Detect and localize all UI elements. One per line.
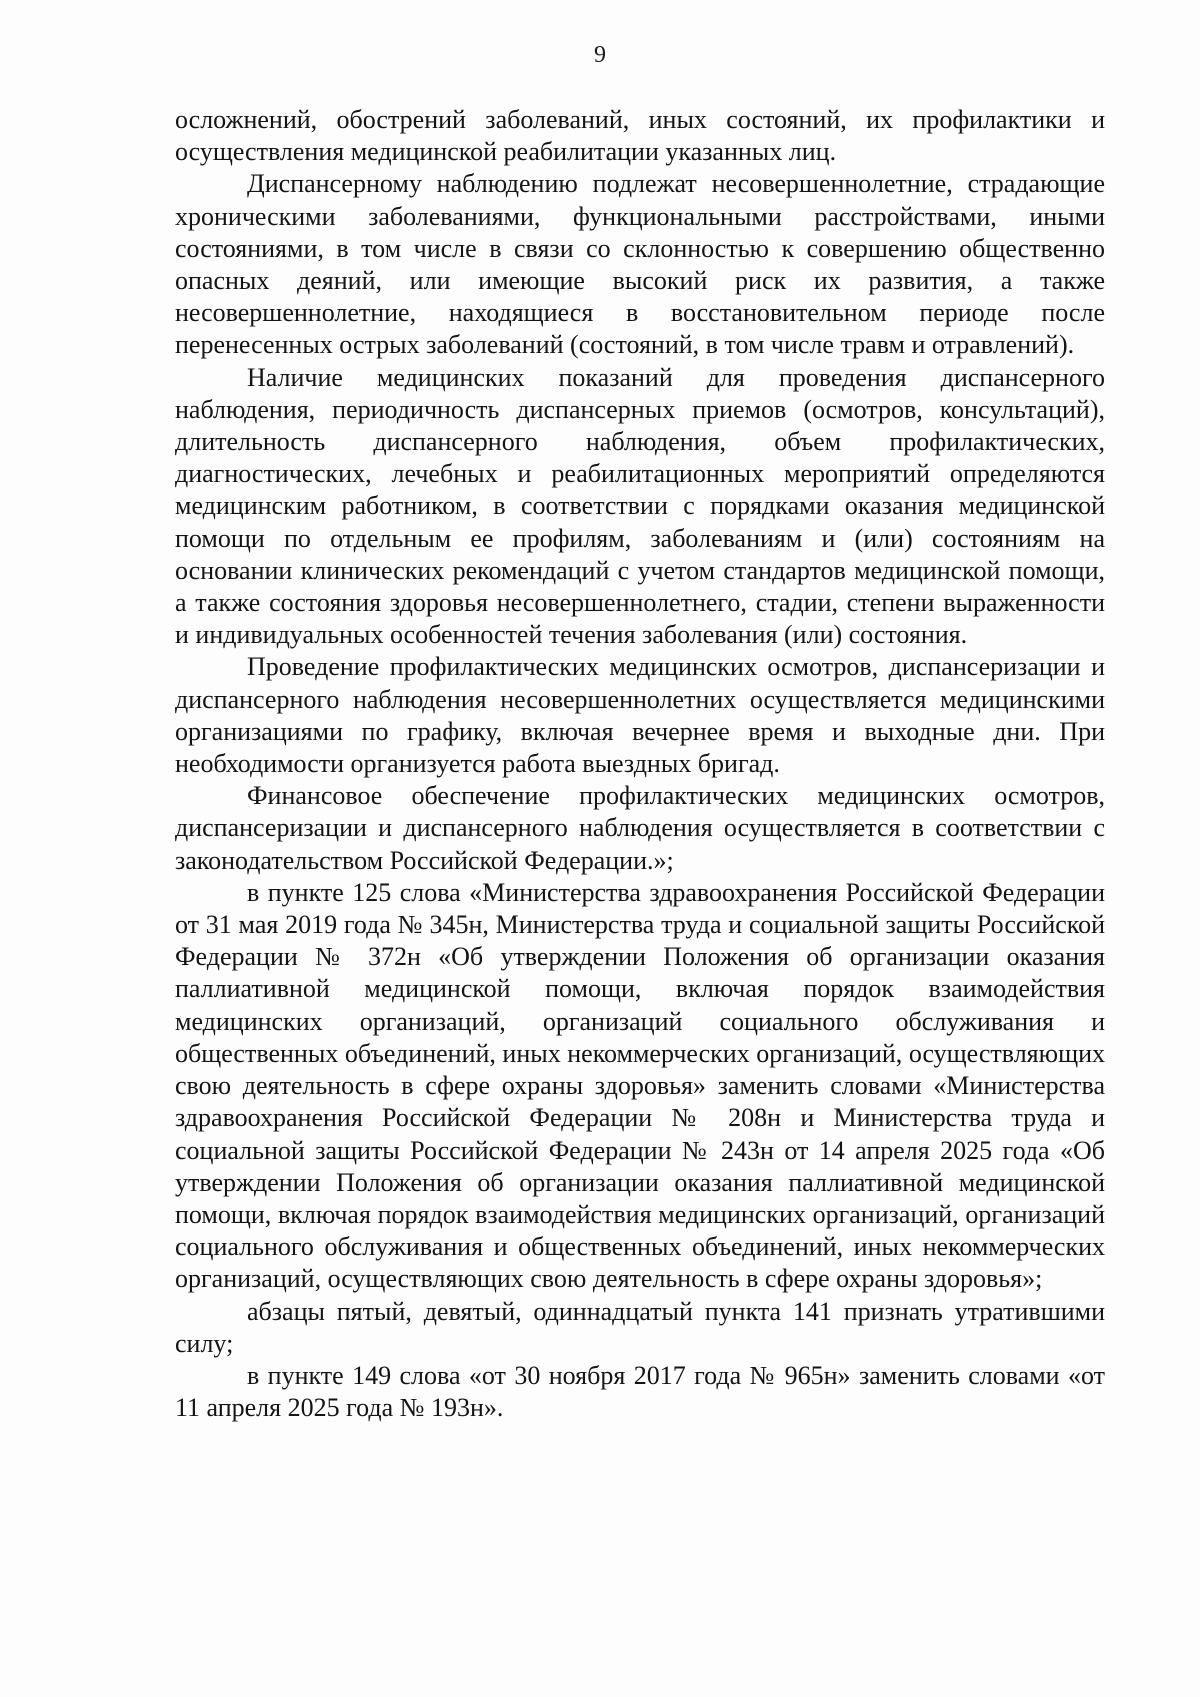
paragraph-schedule: Проведение профилактических медицинских осмотров, диспансеризации и диспансерного наблюдения несовершеннолетних осуществляется медицинскими организациями по графику, включая вечернее время и выходные дни. При необходимости организуется работа выездных бригад. [175, 652, 1105, 779]
paragraph-continuation: осложнений, обострений заболеваний, иных состояний, их профилактики и осуществления медицинской реабилитации указанных лиц. [175, 105, 1105, 167]
document-body [175, 104, 1105, 1424]
paragraph-financing: Финансовое обеспечение профилактических медицинских осмотров, диспансеризации и диспансерного наблюдения осуществляется в соответствии с законодательством Российской Федерации.»; [175, 781, 1105, 875]
paragraph-dispensary-subjects: Диспансерному наблюдению подлежат несовершеннолетние, страдающие хроническими заболеваниями, функциональными расстройствами, иными состояниями, в том числе в связи со склонностью к совершению общественно опасных деяний, или имеющие высокий риск их развития, а также несовершеннолетние, находящиеся в восстановительном периоде после перенесенных острых заболеваний (состояний, в том числе травм и отравлений). [175, 169, 1105, 360]
paragraph-point-125: в пункте 125 слова «Министерства здравоохранения Российской Федерации от 31 мая 2019 года № 345н, Министерства труда и социальной защиты Российской Федерации № 372н «Об утверждении Положения об организации оказания паллиативной медицинской помощи, включая порядок взаимодействия медицинских организаций, организаций социального обслуживания и общественных объединений, иных некоммерческих организаций, осуществляющих свою деятельность в сфере охраны здоровья» заменить словами «Министерства здравоохранения Российской Федерации № 208н и Министерства труда и социальной защиты Российской Федерации № 243н от 14 апреля 2025 года «Об утверждении Положения об организации оказания паллиативной медицинской помощи, включая порядок взаимодействия медицинских организаций, организаций социального обслуживания и общественных объединений, иных некоммерческих организаций, осуществляющих свою деятельность в сфере охраны здоровья»; [175, 877, 1105, 1294]
paragraph-point-141: абзацы пятый, девятый, одиннадцатый пункта 141 признать утратившими силу; [175, 1296, 1105, 1358]
page-number: 9 [594, 42, 606, 68]
paragraph-medical-indications: Наличие медицинских показаний для проведения диспансерного наблюдения, периодичность диспансерных приемов (осмотров, консультаций), длительность диспансерного наблюдения, объем профилактических, диагностических, лечебных и реабилитационных мероприятий определяются медицинским работником, в соответствии с порядками оказания медицинской помощи по отдельным ее профилям, заболеваниям и (или) состояниям на основании клинических рекомендаций с учетом стандартов медицинской помощи, а также состояния здоровья несовершеннолетнего, стадии, степени выраженности и индивидуальных особенностей течения заболевания (или) состояния. [175, 362, 1105, 650]
paragraph-point-149: в пункте 149 слова «от 30 ноября 2017 года № 965н» заменить словами «от 11 апреля 2025 года № 193н». [175, 1360, 1105, 1423]
